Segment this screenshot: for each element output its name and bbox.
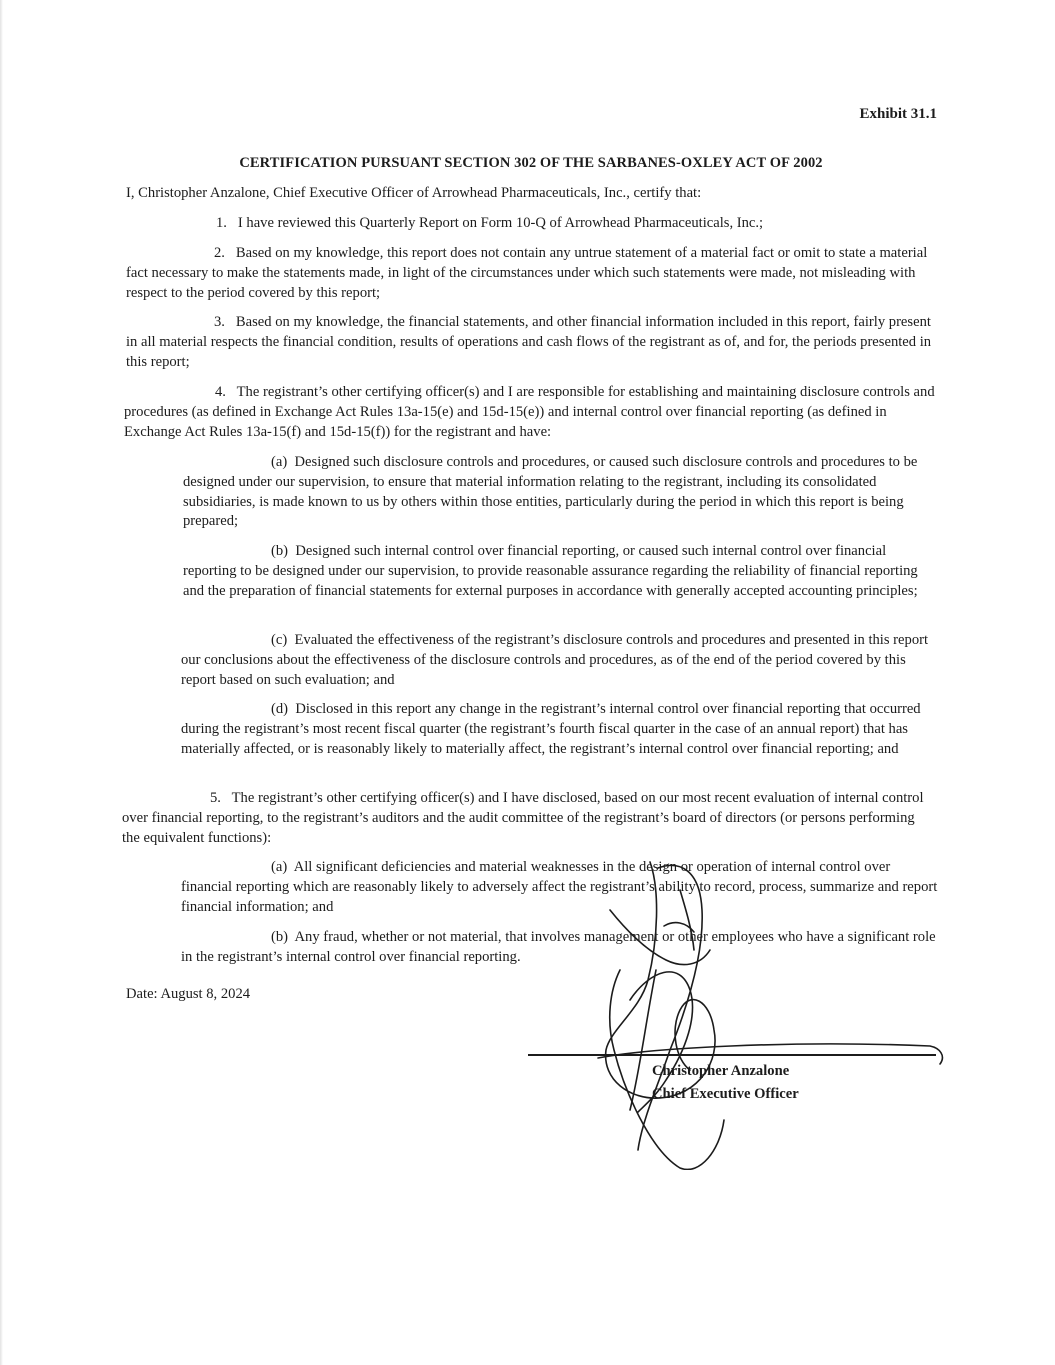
intro-paragraph: I, Christopher Anzalone, Chief Executive Officer of Arrowhead Pharmaceuticals, Inc., certify that: [126,185,702,201]
certification-item-4b: (b) Designed such internal control over financial reporting, or caused such internal control over financial reporting to be designed under our supervision, to provide reasonable assurance regarding the reliability of financial reporting and the preparation of financial statements for external purposes in accordance with generally accepted accounting principles; [183,543,918,599]
signatory-name: Christopher Anzalone [652,1063,790,1079]
exhibit-label: Exhibit 31.1 [859,106,937,122]
certification-item-4a: (a) Designed such disclosure controls and procedures, or caused such disclosure controls and procedures to be designed under our supervision, to ensure that material information relating to the registrant, including its consolidated subsidiaries, is made known to us by others within those entities, particularly during the period in which this report is being prepared; [183,454,918,530]
handwritten-signature [590,850,950,1170]
document-title: CERTIFICATION PURSUANT SECTION 302 OF THE SARBANES-OXLEY ACT OF 2002 [239,155,823,171]
certification-item-4c: (c) Evaluated the effectiveness of the registrant’s disclosure controls and procedures and presented in this report our conclusions about the effectiveness of the disclosure controls and procedures, as of the end of the period covered by this report based on such evaluation; and [181,632,929,688]
scan-edge [0,0,3,1365]
signature-date: Date: August 8, 2024 [126,986,251,1002]
certification-item-1: 1. I have reviewed this Quarterly Report on Form 10-Q of Arrowhead Pharmaceuticals, Inc.; [216,215,764,231]
certification-item-5: 5. The registrant’s other certifying officer(s) and I have disclosed, based on our most recent evaluation of internal control over financial reporting, to the registrant’s auditors and the audit committee of the registrant’s board of directors (or persons performing the equivalent functions): [122,790,924,846]
certification-item-5a: (a) All significant deficiencies and material weaknesses in the design or operation of internal control over financial reporting which are reasonably likely to adversely affect the registrant’s ability to record, process, summarize and report financial information; and [181,859,938,915]
certification-item-5b: (b) Any fraud, whether or not material, that involves management or other employees who have a significant role in the registrant’s internal control over financial reporting. [181,929,936,965]
certification-item-4d: (d) Disclosed in this report any change in the registrant’s internal control over financial reporting that occurred during the registrant’s most recent fiscal quarter (the registrant’s fourth fiscal quarter in the case of an annual report) that has materially affected, or is reasonably likely to materially affect, the registrant’s internal control over financial reporting; and [181,701,921,757]
signatory-title: Chief Executive Officer [652,1086,799,1102]
certification-item-2: 2. Based on my knowledge, this report does not contain any untrue statement of a material fact or omit to state a material fact necessary to make the statements made, in light of the circumstances under which such statements were made, not misleading with respect to the period covered by this report; [126,245,928,301]
certification-item-3: 3. Based on my knowledge, the financial statements, and other financial information included in this report, fairly present in all material respects the financial condition, results of operations and cash flows of the registrant as of, and for, the periods presented in this report; [126,314,932,370]
certification-item-4: 4. The registrant’s other certifying officer(s) and I are responsible for establishing and maintaining disclosure controls and procedures (as defined in Exchange Act Rules 13a-15(e) and 15d-15(e)) and internal control over financial reporting (as defined in Exchange Act Rules 13a-15(f) and 15d-15(f)) for the registrant and have: [124,384,935,440]
